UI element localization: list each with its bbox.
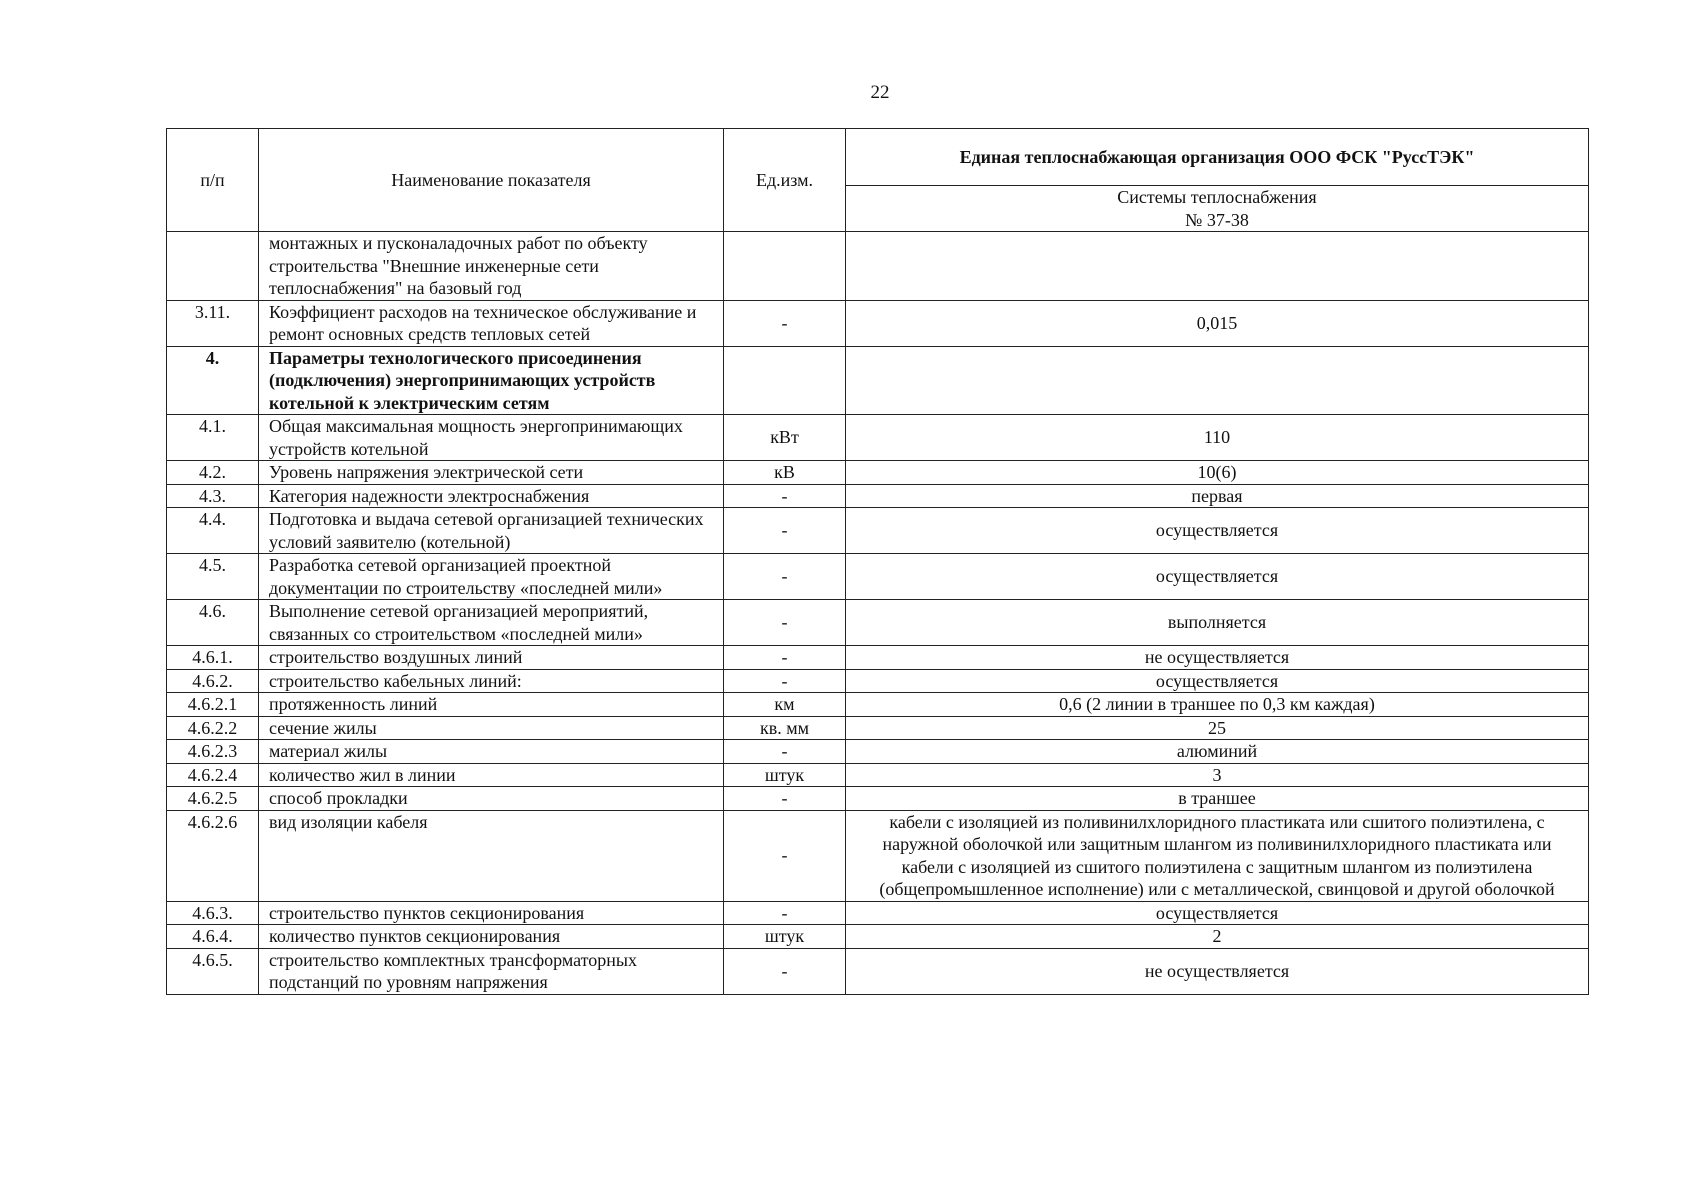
row-number: 4.3. [167,484,259,508]
table-row [167,554,1589,600]
row-name: строительство воздушных линий [259,646,724,670]
page-number: 22 [870,82,890,103]
row-value: 0,6 (2 линии в траншее по 0,3 км каждая) [846,693,1589,717]
row-number: 4.2. [167,461,259,485]
table-row [167,810,1589,901]
row-unit [724,346,846,415]
row-unit: - [724,740,846,764]
header-systems-line1: Системы теплоснабжения [1117,187,1317,207]
row-number: 4. [167,346,259,415]
table-row [167,346,1589,415]
table-row [167,600,1589,646]
row-number: 4.1. [167,415,259,461]
row-value: 0,015 [846,300,1589,346]
row-name: строительство пунктов секционирования [259,901,724,925]
row-name: способ прокладки [259,787,724,811]
table-row [167,740,1589,764]
row-value: 110 [846,415,1589,461]
row-unit: - [724,948,846,994]
row-value: не осуществляется [846,646,1589,670]
row-name: монтажных и пусконаладочных работ по объекту строительства "Внешние инженерные сети теплоснабжения" на базовый год [259,232,724,301]
row-value: кабели с изоляцией из поливинилхлоридного пластиката или сшитого полиэтилена, с наружной оболочкой или защитным шлангом из поливинилхлоридного пластиката или кабели с изоляцией из сшитого полиэтилена с защитным шлангом из полиэтилена (общепромышленное исполнение) или с металлической, свинцовой и другой оболочкой [846,810,1589,901]
row-number: 4.6.1. [167,646,259,670]
row-unit: - [724,508,846,554]
table-row [167,716,1589,740]
header-num: п/п [167,129,259,232]
row-value: осуществляется [846,508,1589,554]
row-name: Уровень напряжения электрической сети [259,461,724,485]
row-value: 25 [846,716,1589,740]
row-unit: - [724,901,846,925]
row-number: 4.6.3. [167,901,259,925]
table-row [167,787,1589,811]
row-value: осуществляется [846,901,1589,925]
row-name: строительство кабельных линий: [259,669,724,693]
row-number: 4.6. [167,600,259,646]
table-row [167,300,1589,346]
row-unit: - [724,810,846,901]
table-row [167,948,1589,994]
row-unit: кв. мм [724,716,846,740]
row-unit: км [724,693,846,717]
row-number: 4.5. [167,554,259,600]
row-number: 4.6.5. [167,948,259,994]
row-value [846,346,1589,415]
table-row [167,508,1589,554]
row-name: материал жилы [259,740,724,764]
header-unit: Ед.изм. [724,129,846,232]
row-unit: штук [724,763,846,787]
row-value: осуществляется [846,554,1589,600]
header-systems-line2: № 37-38 [1185,209,1249,230]
header-organization: Единая теплоснабжающая организация ООО ФСК "РуссТЭК" [846,129,1589,186]
row-unit: - [724,484,846,508]
table-body [167,232,1589,995]
row-unit: - [724,787,846,811]
table-row [167,925,1589,949]
row-value: 2 [846,925,1589,949]
row-value: 3 [846,763,1589,787]
row-number: 4.6.2.4 [167,763,259,787]
row-name: Общая максимальная мощность энергопринимающих устройств котельной [259,415,724,461]
row-unit: штук [724,925,846,949]
row-value [846,232,1589,301]
row-number [167,232,259,301]
row-unit: кВ [724,461,846,485]
row-number: 4.6.2.6 [167,810,259,901]
row-value: выполняется [846,600,1589,646]
row-unit: - [724,669,846,693]
row-name: протяженность линий [259,693,724,717]
row-name: Коэффициент расходов на техническое обслуживание и ремонт основных средств тепловых сетей [259,300,724,346]
row-number: 4.6.2.1 [167,693,259,717]
table-row [167,646,1589,670]
row-value: 10(6) [846,461,1589,485]
table-row [167,232,1589,301]
row-number: 4.6.4. [167,925,259,949]
row-name: вид изоляции кабеля [259,810,724,901]
row-unit: - [724,300,846,346]
row-number: 4.4. [167,508,259,554]
row-value: в траншее [846,787,1589,811]
header-systems [846,186,1589,232]
table-row [167,693,1589,717]
row-unit [724,232,846,301]
table-row [167,415,1589,461]
row-unit: кВт [724,415,846,461]
row-value: не осуществляется [846,948,1589,994]
table-row [167,484,1589,508]
row-value: алюминий [846,740,1589,764]
row-unit: - [724,646,846,670]
row-name: сечение жилы [259,716,724,740]
table-row [167,901,1589,925]
row-name: Категория надежности электроснабжения [259,484,724,508]
row-name: Разработка сетевой организацией проектной документации по строительству «последней мили» [259,554,724,600]
row-unit: - [724,600,846,646]
table-row [167,461,1589,485]
row-name: строительство комплектных трансформаторных подстанций по уровням напряжения [259,948,724,994]
header-name: Наименование показателя [259,129,724,232]
row-number: 3.11. [167,300,259,346]
table-row [167,669,1589,693]
table-row [167,763,1589,787]
row-number: 4.6.2.5 [167,787,259,811]
row-number: 4.6.2. [167,669,259,693]
row-name: количество пунктов секционирования [259,925,724,949]
row-value: осуществляется [846,669,1589,693]
row-number: 4.6.2.3 [167,740,259,764]
row-name: Подготовка и выдача сетевой организацией технических условий заявителю (котельной) [259,508,724,554]
row-name: количество жил в линии [259,763,724,787]
row-unit: - [724,554,846,600]
row-value: первая [846,484,1589,508]
row-name: Выполнение сетевой организацией мероприятий, связанных со строительством «последней мили» [259,600,724,646]
table-header [167,129,1589,232]
indicators-table [166,128,1589,995]
row-number: 4.6.2.2 [167,716,259,740]
row-name: Параметры технологического присоединения (подключения) энергопринимающих устройств котельной к электрическим сетям [259,346,724,415]
